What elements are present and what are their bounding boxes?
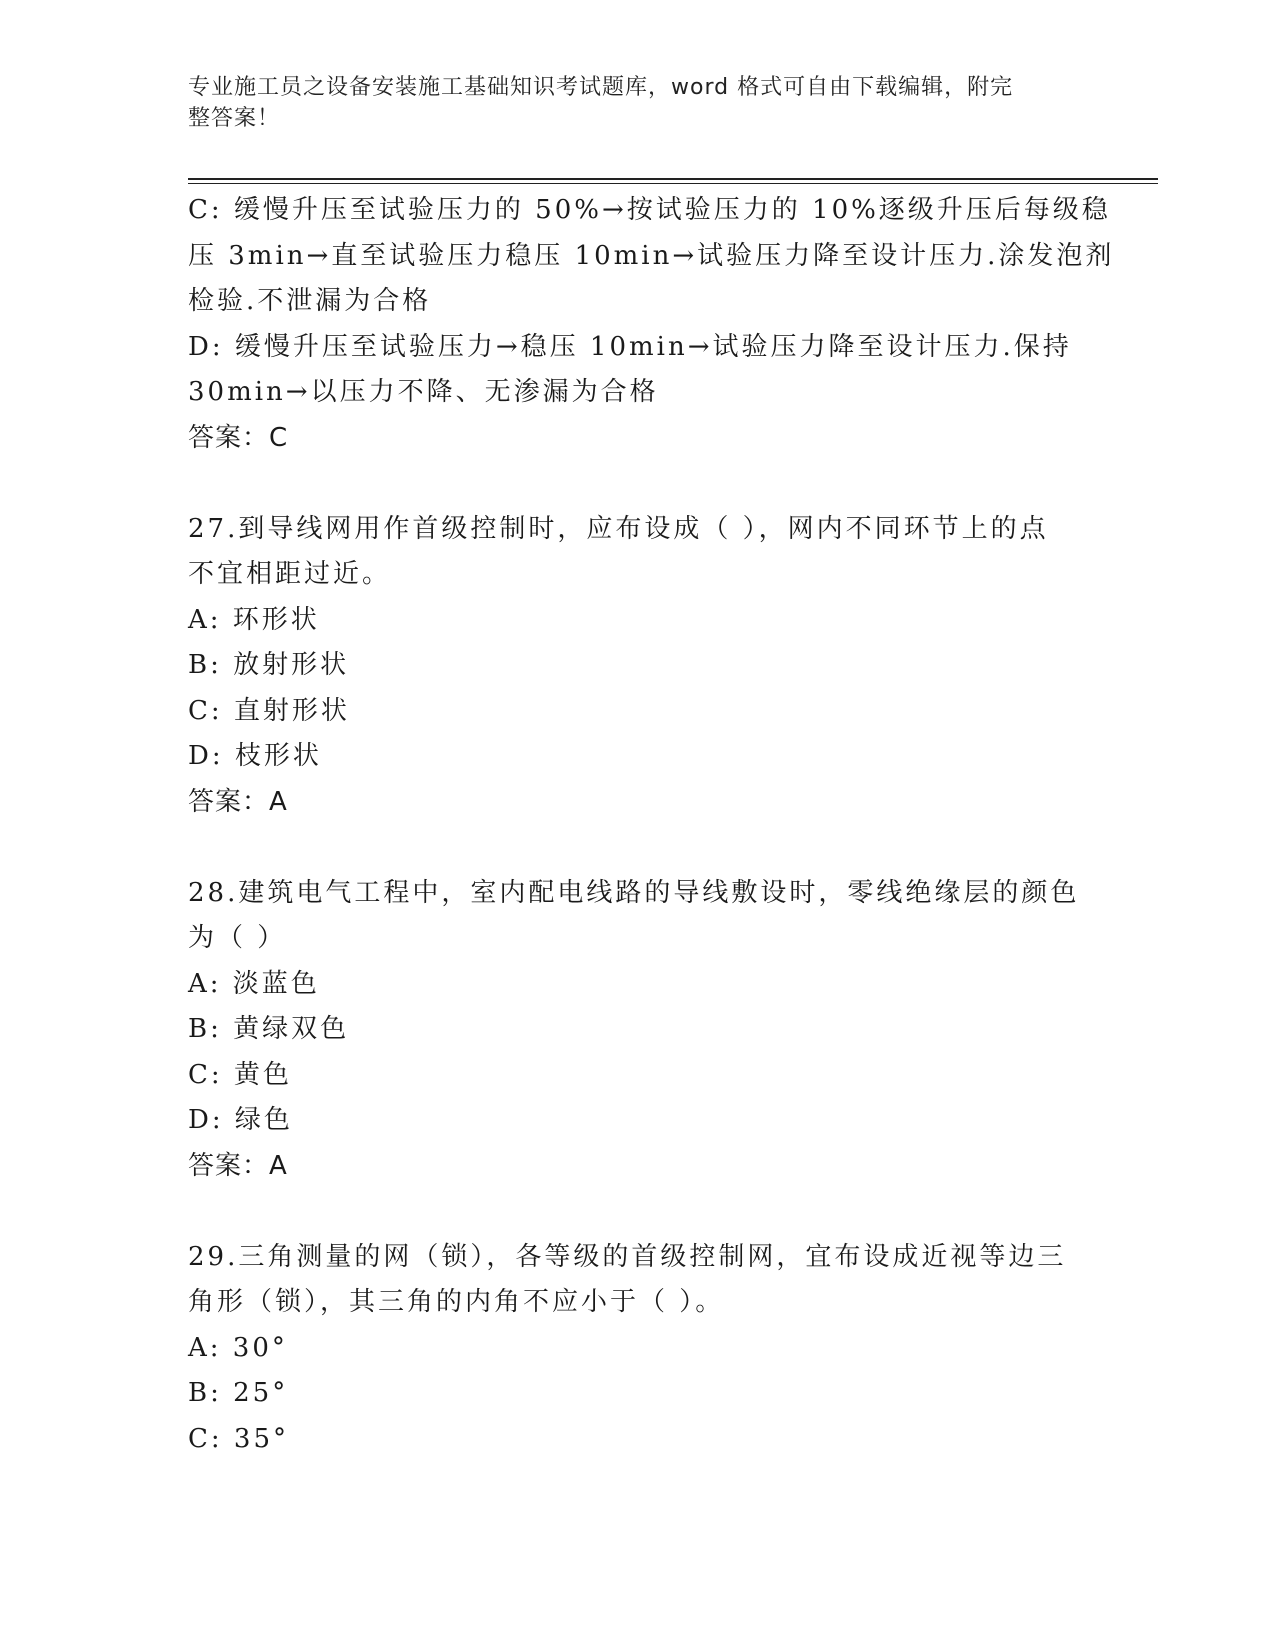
question-stem-line-1: 29.三角测量的网（锁），各等级的首级控制网，宜布设成近视等边三 xyxy=(188,1241,1067,1272)
option-d-line-1: D: 缓慢升压至试验压力→稳压 10min→试验压力降至设计压力.保持 xyxy=(188,331,1072,362)
option-b: B: 黄绿双色 xyxy=(188,1014,350,1044)
header-divider-thin xyxy=(188,183,1158,184)
question-28 xyxy=(188,871,1088,1190)
answer-line: 答案：A xyxy=(188,786,288,817)
question-29 xyxy=(188,1235,1088,1463)
document-body xyxy=(188,188,1115,1462)
option-a: A: 环形状 xyxy=(188,604,320,635)
option-c-line-2: 压 3min→直至试验压力稳压 10min→试验压力降至设计压力.涂发泡剂 xyxy=(188,240,1115,271)
answer-line: 答案：A xyxy=(188,1150,288,1181)
question-stem-line-1: 28.建筑电气工程中，室内配电线路的导线敷设时，零线绝缘层的颜色 xyxy=(188,877,1080,908)
option-d: D: 枝形状 xyxy=(188,741,322,771)
option-d: D: 绿色 xyxy=(188,1105,293,1135)
question-stem-line-2: 不宜相距过近。 xyxy=(188,559,392,589)
option-c: C: 直射形状 xyxy=(188,695,350,726)
question-26-fragment xyxy=(188,188,1115,461)
option-c: C: 黄色 xyxy=(188,1059,292,1090)
option-a: A: 30° xyxy=(188,1332,288,1363)
question-stem-line-2: 为（ ） xyxy=(188,923,287,953)
option-c-line-1: C: 缓慢升压至试验压力的 50%→按试验压力的 10%逐级升压后每级稳 xyxy=(188,195,1111,225)
question-stem-line-2: 角形（锁），其三角的内角不应小于（ ）。 xyxy=(188,1287,725,1317)
option-b: B: 放射形状 xyxy=(188,650,350,680)
option-c: C: 35° xyxy=(188,1423,290,1454)
spacer xyxy=(188,1189,1088,1235)
question-27 xyxy=(188,507,1088,826)
spacer xyxy=(188,461,1088,507)
answer-line: 答案：C xyxy=(188,422,289,453)
header-line-2: 整答案！ xyxy=(188,106,281,131)
question-stem-line-1: 27.到导线网用作首级控制时，应布设成（ ），网内不同环节上的点 xyxy=(188,513,1049,544)
option-d-line-2: 30min→以压力不降、无渗漏为合格 xyxy=(188,377,659,407)
spacer xyxy=(188,825,1088,871)
option-b: B: 25° xyxy=(188,1378,289,1408)
page-header xyxy=(188,72,1068,134)
header-divider-thick xyxy=(188,178,1158,180)
option-c-line-3: 检验.不泄漏为合格 xyxy=(188,286,432,316)
header-line-1: 专业施工员之设备安装施工基础知识考试题库，word 格式可自由下载编辑，附完 xyxy=(188,75,1014,100)
option-a: A: 淡蓝色 xyxy=(188,968,320,999)
